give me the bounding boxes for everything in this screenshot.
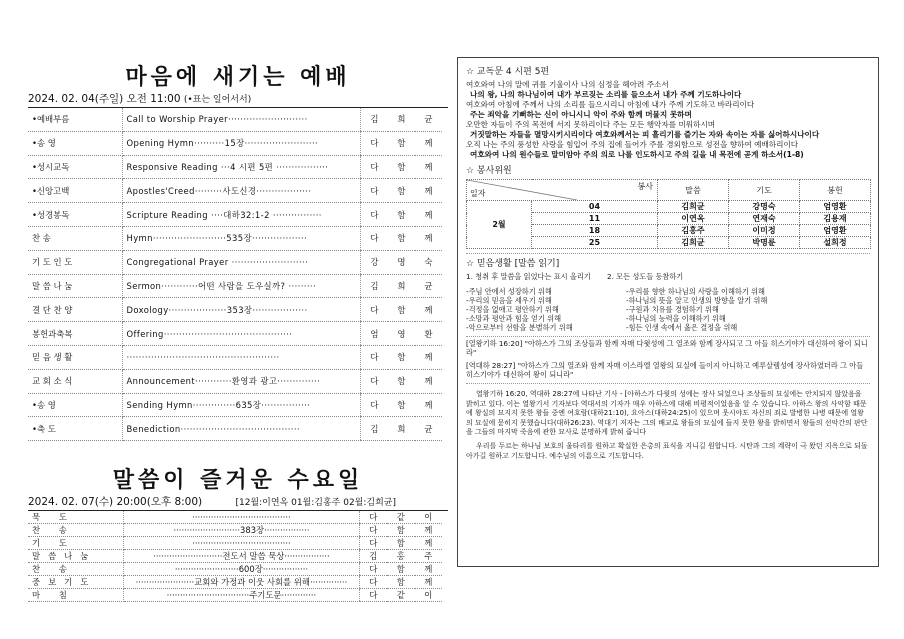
order-label: •신앙고백 [28,179,122,203]
order-label: 말 씀 나 눔 [28,274,122,298]
sermon-cell: 이연옥 [657,213,728,225]
sermon-cell: 김희균 [657,201,728,213]
order-description: Announcement············환영과 광고·············· [122,369,360,393]
leader-char-2: 희 [388,274,415,298]
order-description: Doxology···················353장·················· [122,298,360,322]
worship-order-row [28,108,442,131]
leader-char-1: 다 [359,511,387,524]
sermon-cell: 김희균 [657,237,728,249]
faith-reasons-right [626,287,767,332]
order-description: Scripture Reading ····대하32:1-2 ················ [122,203,360,227]
leader-char-2: 함 [387,524,414,537]
order-description: Sending Hymn··············635장················ [122,393,360,417]
order-label: •축 도 [28,417,122,441]
reading-line: 주는 죄악을 기뻐하는 신이 아니시니 악이 주와 함께 머물지 못하며 [470,110,692,119]
order-label: •성시교독 [28,155,122,179]
wednesday-order-row [28,589,442,602]
leader-char-3: 균 [415,274,442,298]
reading-line: 오직 나는 주의 풍성한 사랑을 힘입어 주의 집에 들어가 주를 경외함으로 성전을 향하여 예배하리이다 [466,140,799,149]
faith-reason: -하나님의 능력을 이해하기 위해 [626,314,726,323]
worship-order-row [28,226,442,250]
faith-reason: -힘든 인생 속에서 옳은 결정을 위해 [626,323,738,332]
leader-char-1: 다 [360,226,388,250]
wednesday-order-row [28,563,442,576]
reading-line: 거짓말하는 자들을 멸망시키시리이다 여호와께서는 피 흘리기를 즐기는 자와 속이는 자를 싫어하시나이다 [470,130,820,139]
order-label: 봉헌과축복 [28,322,122,346]
leader-char-2: 같 [387,511,414,524]
reading-line: 여호와여 나의 원수들로 말미암아 주의 의로 나를 인도하시고 주의 길을 내 목전에 곧게 하소서(1-8) [470,150,804,159]
faith-section [466,253,870,332]
worship-order-row [28,155,442,179]
leader-char-2: 같 [387,589,414,602]
commentary-paragraph: 열왕기하 16:20, 역대하 28:27에 나타난 기사 - [아하스가 다윗의 성에는 장사 되었으나 조상들의 묘실에는 안치되지 않았음을 밝히고 있다. 이는 열왕기서 기자보다 역대서의 기자가 매우 아하스에 대해 비평적이었음을 알 수 있습니다. 아하스 왕의 사악함 때문에 왕실의 묘지지 못한 왕들 중엔 여호람(대하21:10), 요아스(대하24:25)이 있으며 웃시야도 자신의 죄로 발병한 나병 때문에 열왕의 묘실에 묻히지 못했습니다(대하26:23). 역대기 저자는 그의 배교로 왕들의 묘실에 들지 못한 왕을 밝히면서 왕들의 선악간의 판단을 그들의 마지막 죽음에 관한 묘사로 분명하게 밝혀 줍니다 [466,390,868,437]
month-cell: 2월 [467,201,532,249]
worship-order-row [28,322,442,346]
leader-char-3: 께 [415,369,442,393]
leader-char-1: 김 [360,417,388,441]
wednesday-date: 2024. 02. 07(수) 20:00(오후 8:00) [28,496,203,509]
worship-order-table [28,108,442,441]
leader-char-2: 함 [388,203,415,227]
reading-line: 나의 왕, 나의 하나님이여 내가 부르짖는 소리를 들으소서 내가 주께 기도하나이다 [470,90,742,99]
leader-char-2: 희 [388,108,415,131]
worship-order-row [28,274,442,298]
day-cell: 18 [532,225,658,237]
wednesday-order-row [28,524,442,537]
worship-order-row [28,203,442,227]
order-label: 마 침 [28,589,124,602]
order-description: ·························383장················· [124,524,359,537]
offering-cell: 설희정 [799,237,870,249]
faith-reason: -주님 안에서 성장하기 위해 [466,287,552,296]
leader-char-2: 함 [388,226,415,250]
faith-reason: -걱정을 없애고 평안하기 위해 [466,305,559,314]
leader-char-3: 께 [415,131,442,155]
commentary-section [466,383,870,461]
order-description: Hymn························535장·················· [122,226,360,250]
leader-char-1: 다 [360,393,388,417]
order-description: ··························전도서 말씀 묵상················· [124,550,359,563]
wednesday-title: 말씀이 즐거운 수요일 [112,468,364,494]
prayer-cell: 이미정 [728,225,799,237]
volunteer-row [467,201,871,213]
leader-char-2: 함 [387,563,414,576]
order-label: 묵 도 [28,511,124,524]
order-description: ····································· [124,537,359,550]
leader-char-1: 엄 [360,322,388,346]
order-description: ····································· [124,511,359,524]
leader-char-1: 다 [359,576,387,589]
leader-char-1: 다 [360,298,388,322]
worship-order-row [28,131,442,155]
day-cell: 04 [532,201,658,213]
leader-char-1: 다 [359,537,387,550]
order-label: 찬 송 [28,524,124,537]
leader-char-2: 영 [388,322,415,346]
leader-char-3: 께 [415,179,442,203]
order-description: Opening Hymn··········15장························ [122,131,360,155]
faith-rule-2: 2. 모든 성도들 동참하기 [607,272,684,281]
offering-cell: 엄영환 [799,201,870,213]
leader-char-2: 함 [387,576,414,589]
order-description: Benediction······································· [122,417,360,441]
reading-text [466,80,870,160]
reading-line: 여호와여 아침에 주께서 나의 소리를 들으시리니 아침에 내가 주께 기도하고 바라리이다 [466,100,755,109]
leader-char-3: 께 [415,576,442,589]
order-label: •예배부름 [28,108,122,131]
verse-quote: [역대하 28:27] "아하스가 그의 열조와 함께 자매 이스라엘 열왕의 묘실에 들이지 아니하고 예루살렘성에 장사하였더라 그 아들 히스기야가 대신하여 왕이 되니라" [466,361,864,379]
leader-char-1: 다 [360,155,388,179]
worship-order-row [28,369,442,393]
leader-char-1: 다 [360,179,388,203]
leader-char-2: 명 [388,250,415,274]
faith-heading: ☆ 믿음생활 [말씀 읽기] [466,259,560,269]
worship-title: 마음에 새기는 예배 [125,65,351,90]
order-description: Apostles'Creed·········사도신경·················· [122,179,360,203]
corner-bottom-label: 일자 [470,189,486,198]
leader-char-3: 께 [415,345,442,369]
leader-char-3: 께 [415,203,442,227]
order-label: •성경봉독 [28,203,122,227]
order-label: •송 영 [28,393,122,417]
leader-char-3: 이 [415,511,442,524]
order-label: 기 도 인 도 [28,250,122,274]
prayer-cell: 연재숙 [728,213,799,225]
leader-char-2: 함 [387,537,414,550]
leader-char-2: 함 [388,393,415,417]
right-panel [457,57,879,567]
col-sermon: 말씀 [657,180,728,201]
worship-dateline [28,91,448,108]
volunteers-corner-cell [467,180,658,201]
leader-char-1: 다 [359,589,387,602]
reading-line: 여호와여 나의 말에 귀를 기울이사 나의 심정을 헤아려 주소서 [466,80,669,89]
sermon-cell: 김홍주 [657,225,728,237]
day-cell: 11 [532,213,658,225]
offering-cell: 엄영환 [799,225,870,237]
leader-char-1: 다 [359,524,387,537]
leader-char-3: 께 [415,298,442,322]
worship-order-row [28,393,442,417]
faith-rules [466,272,870,281]
leader-char-2: 함 [388,131,415,155]
leader-char-3: 께 [415,524,442,537]
wednesday-note: [12월:이연옥 01월:김홍주 02월:김희균] [235,498,396,509]
reading-line: 오만한 자들이 주의 목전에 서지 못하리이다 주는 모든 행악자를 미워하시며 [466,120,716,129]
leader-char-1: 다 [359,563,387,576]
worship-order-row [28,250,442,274]
leader-char-2: 함 [388,369,415,393]
leader-char-1: 다 [360,369,388,393]
faith-reason: -하나님의 뜻을 알고 인생의 방향을 알기 위해 [626,296,768,305]
faith-reason: -소망과 평안과 힘을 얻기 위해 [466,314,562,323]
order-description: Sermon············어떤 사람을 도우실까? ········· [122,274,360,298]
worship-order-row [28,179,442,203]
col-offering: 봉헌 [799,180,870,201]
leader-char-2: 함 [388,179,415,203]
leader-char-2: 함 [388,345,415,369]
leader-char-3: 숙 [415,250,442,274]
worship-date: 2024. 02. 04(주일) 오전 11:00 [28,93,181,105]
leader-char-3: 이 [415,589,442,602]
wednesday-dateline [28,494,448,511]
faith-reason: -악으로부터 선함을 분별하기 위해 [466,323,573,332]
faith-reason: -우리를 향한 하나님의 사랑을 이해하기 위해 [626,287,765,296]
prayer-cell: 박명륜 [728,237,799,249]
order-label: •송 영 [28,131,122,155]
leader-char-3: 께 [415,155,442,179]
order-description: Call to Worship Prayer·························· [122,108,360,131]
leader-char-2: 희 [388,417,415,441]
corner-top-label: 봉사 [637,182,653,191]
leader-char-1: 김 [359,550,387,563]
offering-cell: 김용재 [799,213,870,225]
wednesday-order-row [28,511,442,524]
order-label: 중보기도 [28,576,124,589]
leader-char-2: 함 [388,155,415,179]
order-label: 기 도 [28,537,124,550]
faith-reasons [466,287,870,332]
wednesday-order-row [28,537,442,550]
order-description: ······················교회와 가정과 이웃 사회를 위해·············· [124,576,359,589]
leader-char-1: 김 [360,274,388,298]
reading-heading: ☆ 교독문 4 시편 5편 [466,67,550,77]
order-label: 찬 송 [28,226,122,250]
leader-char-1: 다 [360,345,388,369]
faith-reasons-left [466,287,626,332]
left-column [28,52,448,602]
leader-char-1: 다 [360,203,388,227]
order-label: 교 회 소 식 [28,369,122,393]
order-description: Offering·········································· [122,322,360,346]
verse-quote: [열왕기하 16:20] "아하스가 그의 조상들과 함께 자매 다윗성에 그 열조와 함께 장사되고 그 아들 히스기야가 대신하여 왕이 되니라" [466,339,868,357]
faith-reason: -우리의 믿음을 세우기 위해 [466,296,552,305]
order-label: 결 단 찬 양 [28,298,122,322]
faith-rule-1: 1. 청취 후 말씀을 읽었다는 표시 올리기 [466,272,591,281]
leader-char-2: 함 [388,298,415,322]
leader-char-3: 균 [415,108,442,131]
order-label: 믿 음 생 활 [28,345,122,369]
leader-char-1: 강 [360,250,388,274]
order-label: 말씀나눔 [28,550,124,563]
order-description: Congregational Prayer ························· [122,250,360,274]
leader-char-3: 환 [415,322,442,346]
order-label: 찬 송 [28,563,124,576]
leader-char-1: 다 [360,131,388,155]
commentary-paragraph: 우리를 두르는 하나님 보호의 울타리를 원하고 확실한 은총의 표식을 지니길 원합니다. 시탄과 그의 계략이 극 왔던 지옥으로 되돌아가길 원하고 기도합니다. 예수님의 이름으로 기도합니다. [466,441,868,460]
leader-char-3: 께 [415,393,442,417]
order-description: ·················································· [122,345,360,369]
leader-char-1: 김 [360,108,388,131]
col-prayer: 기도 [728,180,799,201]
leader-char-3: 께 [415,537,442,550]
leader-char-3: 균 [415,417,442,441]
wednesday-order-table [28,511,442,602]
wednesday-order-row [28,576,442,589]
worship-order-row [28,298,442,322]
volunteers-heading: ☆ 봉사위원 [466,166,512,176]
leader-char-3: 주 [415,550,442,563]
leader-char-3: 께 [415,563,442,576]
order-description: ·······························주기도문············· [124,589,359,602]
wednesday-order-row [28,550,442,563]
leader-char-3: 께 [415,226,442,250]
prayer-cell: 강명숙 [728,201,799,213]
worship-order-row [28,417,442,441]
leader-char-2: 홍 [387,550,414,563]
day-cell: 25 [532,237,658,249]
volunteers-table [466,179,871,249]
order-description: ························600장················· [124,563,359,576]
worship-date-note: (•표는 일어서서) [183,95,252,105]
verses-section [466,336,870,379]
order-description: Responsive Reading ···4 시편 5편 ················· [122,155,360,179]
worship-order-row [28,345,442,369]
faith-reason: -구원과 치유를 경험하기 위해 [626,305,719,314]
